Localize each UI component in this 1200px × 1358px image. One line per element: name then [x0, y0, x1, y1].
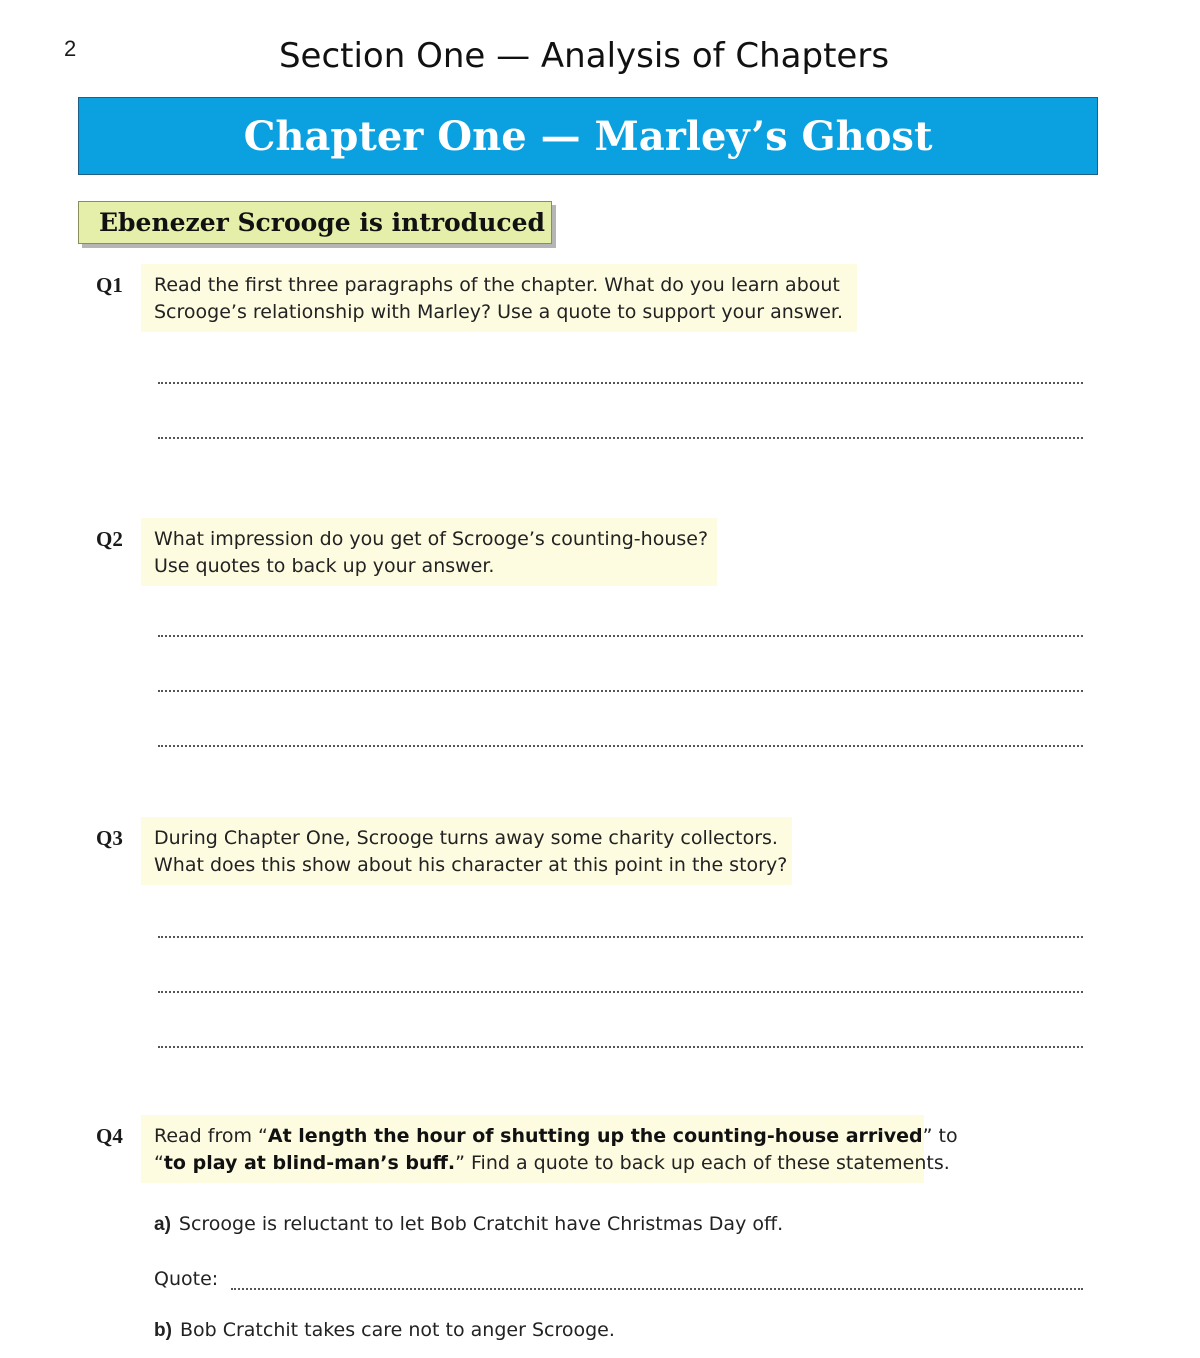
- question-text-line: What impression do you get of Scrooge’s counting-house?: [154, 528, 709, 550]
- text-segment: ” to: [922, 1125, 958, 1147]
- question-prompt-q2: [141, 518, 717, 586]
- sub-question-text: Bob Cratchit takes care not to anger Scrooge.: [179, 1319, 615, 1341]
- quote-label: Quote:: [154, 1268, 219, 1290]
- question-label-q3: Q3: [96, 826, 123, 850]
- text-segment: Read from “: [154, 1125, 268, 1147]
- answer-line[interactable]: [158, 745, 1083, 747]
- text-segment: “: [154, 1152, 164, 1174]
- answer-line[interactable]: [158, 1046, 1083, 1048]
- question-text-line: Read the first three paragraphs of the chapter. What do you learn about: [154, 274, 840, 296]
- chapter-title: Chapter One — Marley’s Ghost: [243, 112, 933, 160]
- text-segment: ” Find a quote to back up each of these statements.: [455, 1152, 950, 1174]
- question-prompt-q3: [141, 817, 792, 885]
- section-title: Section One — Analysis of Chapters: [278, 36, 890, 76]
- sub-question-b: [154, 1319, 615, 1342]
- question-prompt-q1: [141, 264, 857, 332]
- question-prompt-q4: [141, 1115, 958, 1183]
- sub-question-a: [154, 1213, 783, 1236]
- sub-question-letter: a): [154, 1214, 171, 1235]
- question-text-line: [154, 1123, 958, 1150]
- quote-answer-line[interactable]: [231, 1288, 1083, 1290]
- topic-heading: Ebenezer Scrooge is introduced: [99, 208, 545, 237]
- question-text-line: During Chapter One, Scrooge turns away some charity collectors.: [154, 827, 778, 849]
- question-label-q4: Q4: [96, 1124, 123, 1148]
- answer-line[interactable]: [158, 936, 1083, 938]
- question-text-line: What does this show about his character at this point in the story?: [154, 854, 788, 876]
- question-label-q2: Q2: [96, 527, 123, 551]
- chapter-banner: [78, 97, 1098, 175]
- answer-line[interactable]: [158, 635, 1083, 637]
- question-text-line: [154, 1150, 950, 1177]
- quoted-passage-end: to play at blind-man’s buff.: [163, 1152, 456, 1174]
- question-label-q1: Q1: [96, 273, 123, 297]
- sub-question-letter: b): [154, 1320, 172, 1341]
- question-text-line: Use quotes to back up your answer.: [154, 555, 495, 577]
- page-number: 2: [64, 36, 77, 61]
- question-text-line: Scrooge’s relationship with Marley? Use a quote to support your answer.: [154, 301, 844, 323]
- answer-line[interactable]: [158, 382, 1083, 384]
- quoted-passage-start: At length the hour of shutting up the counting-house arrived: [267, 1125, 923, 1147]
- answer-line[interactable]: [158, 437, 1083, 439]
- topic-heading-box: [78, 201, 552, 244]
- answer-line[interactable]: [158, 690, 1083, 692]
- answer-line[interactable]: [158, 991, 1083, 993]
- sub-question-text: Scrooge is reluctant to let Bob Cratchit have Christmas Day off.: [178, 1213, 784, 1235]
